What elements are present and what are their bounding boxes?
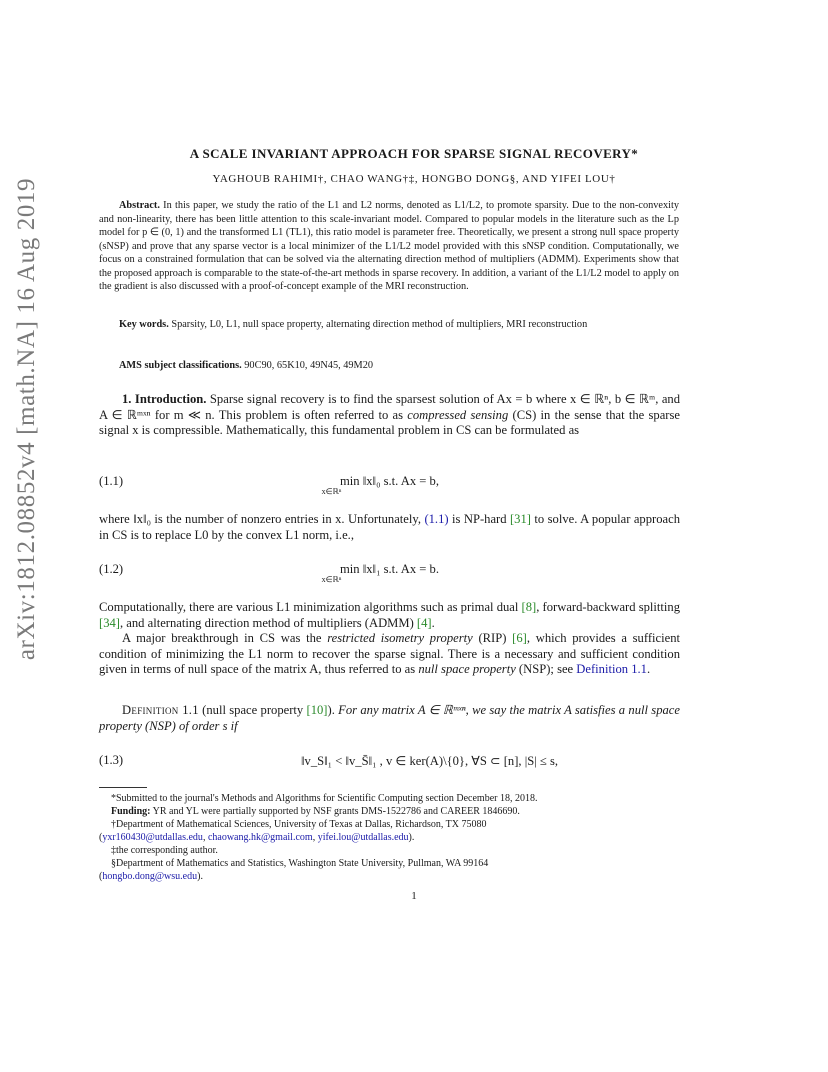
text: , which provides a sufficient condition of minimizing the L1 norm to recover the sparse signal. There is a necessary and sufficient condition given in terms of null space of the matrix A, thus referred to as: [99, 631, 680, 676]
text: , and alternating direction method of multipliers (ADMM): [119, 615, 417, 630]
equation-body: min ‖x‖₁ s.t. Ax = b.: [339, 562, 440, 576]
section-heading: 1. Introduction.: [122, 392, 207, 406]
definition-1-1: [99, 703, 680, 734]
equation-number: (1.1): [99, 474, 124, 488]
intro-compressed-sensing: compressed sensing: [407, 407, 509, 422]
keywords: [99, 318, 679, 332]
text: A major breakthrough in CS was the: [122, 631, 328, 645]
author-list: YAGHOUB RAHIMI†, CHAO WANG†‡, HONGBO DONG§, AND YIFEI LOU†: [212, 173, 616, 185]
text: .: [431, 615, 435, 630]
keywords-label: Key words.: [119, 319, 169, 330]
text: is NP-hard: [448, 512, 510, 526]
text: (null space property: [198, 703, 307, 717]
ams-label: AMS subject classifications.: [119, 360, 242, 371]
text: (NSP); see: [515, 662, 577, 676]
footnote-divider: [99, 787, 147, 788]
equation-number: (1.3): [99, 753, 124, 767]
footnote-affiliation-wsu: §Department of Mathematics and Statistics, Washington State University, Pullman, WA 99164: [111, 858, 489, 869]
page-number: 1: [411, 890, 417, 902]
text: (: [99, 871, 103, 882]
equation-subscript: x∈ℝⁿ: [321, 487, 342, 496]
ams-text: 90C90, 65K10, 49N45, 49M20: [244, 360, 373, 371]
text: .: [646, 662, 651, 676]
equation-subscript: x∈ℝⁿ: [321, 575, 342, 584]
text: (RIP): [472, 631, 513, 645]
intro-paragraph: [99, 392, 680, 439]
paragraph-np-hard: [99, 512, 680, 543]
definition-label: Definition 1.1: [122, 703, 199, 717]
footnote-corresponding: ‡the corresponding author.: [111, 845, 218, 856]
funding-text: YR and YL were partially supported by NSF grants DMS-1522786 and CAREER 1846690.: [152, 806, 520, 817]
keywords-text: Sparsity, L0, L1, null space property, alternating direction method of multipliers, MRI reconstruction: [171, 319, 588, 330]
email-link[interactable]: yxr160430@utdallas.edu: [102, 832, 203, 843]
text: ).: [197, 871, 203, 882]
footnote-submission: *Submitted to the journal's Methods and Algorithms for Scientific Computing section December 18, 2018.: [111, 793, 538, 804]
ams-classifications: [99, 360, 679, 371]
abstract: [99, 199, 679, 294]
funding-label: Funding:: [111, 806, 151, 817]
paper-title: A SCALE INVARIANT APPROACH FOR SPARSE SIGNAL RECOVERY*: [189, 146, 639, 161]
text: Computationally, there are various L1 minimization algorithms such as primal dual: [99, 600, 522, 614]
text-italic: restricted isometry property: [327, 631, 473, 645]
equation-ref-link[interactable]: (1.1): [424, 512, 449, 526]
arxiv-identifier: arXiv:1812.08852v4 [math.NA] 16 Aug 2019: [13, 177, 40, 661]
definition-text: For any matrix A ∈ ℝᵐˣⁿ, we say the matrix A satisfies a null space property (NSP) of order s if: [99, 703, 680, 733]
text-italic: null space property: [418, 662, 516, 676]
text: where ‖x‖₀ is the number of nonzero entries in x. Unfortunately,: [99, 512, 425, 526]
citation-link[interactable]: [4]: [416, 615, 432, 630]
citation-link[interactable]: [34]: [99, 615, 120, 630]
text: ,: [312, 832, 318, 843]
intro-text-a: Sparse signal recovery is to find the sparsest solution of Ax = b where x ∈ ℝⁿ, b ∈ ℝᵐ, and A ∈ ℝᵐˣⁿ for m ≪ n. This problem is often referred to as: [99, 392, 681, 422]
footnote-affiliation-utd: †Department of Mathematical Sciences, University of Texas at Dallas, Richardson, TX 75080: [111, 819, 487, 830]
paragraph-algorithms: [99, 600, 680, 678]
citation-link[interactable]: [6]: [512, 631, 527, 645]
abstract-label: Abstract.: [119, 200, 160, 211]
email-link[interactable]: yifei.lou@utdallas.edu: [317, 832, 409, 843]
intro-text-b: (CS) in the sense that the sparse signal x is compressible. Mathematically, this fundamental problem in CS can be formulated as: [99, 407, 680, 437]
equation-body: ‖v_S‖₁ < ‖v_S̄‖₁ , v ∈ ker(A)\{0}, ∀S ⊂ [n], |S| ≤ s,: [300, 754, 559, 768]
abstract-text: In this paper, we study the ratio of the L1 and L2 norms, denoted as L1/L2, to promote sparsity. Due to the non-convexity and non-linearity, there has been little attention to this scale-invariant model. Compared to popular models in the literature such as the Lp model for p ∈ (0, 1) and the transformed L1 (TL1), this ratio model is parameter free. Theoretically, we present a strong null space property (sNSP) and prove that any sparse vector is a local minimizer of the L1/L2 model provided with this sNSP condition. Computationally, we focus on a constrained formulation that can be solved via the alternating direction method of multipliers (ADMM). Experiments show that the proposed approach is comparable to the state-of-the-art methods in sparse recovery. In addition, a variant of the L1/L2 model to apply on the gradient is also discussed with a proof-of-concept example of the MRI reconstruction.: [99, 200, 679, 292]
text: , forward-backward splitting: [536, 600, 680, 614]
equation-number: (1.2): [99, 562, 124, 576]
text: (: [99, 832, 103, 843]
footnotes: [99, 792, 680, 883]
email-link[interactable]: hongbo.dong@wsu.edu: [102, 871, 198, 882]
email-link[interactable]: chaowang.hk@gmail.com: [207, 832, 313, 843]
text: ,: [202, 832, 208, 843]
citation-link[interactable]: [31]: [509, 512, 531, 526]
text: ).: [327, 703, 339, 717]
text: ).: [408, 832, 415, 843]
citation-link[interactable]: [10]: [306, 703, 328, 717]
citation-link[interactable]: [8]: [521, 600, 537, 614]
definition-link[interactable]: Definition 1.1: [576, 662, 647, 676]
equation-body: min ‖x‖₀ s.t. Ax = b,: [339, 474, 440, 488]
text: to solve. A popular approach in CS is to replace L0 by the convex L1 norm, i.e.,: [99, 512, 680, 542]
